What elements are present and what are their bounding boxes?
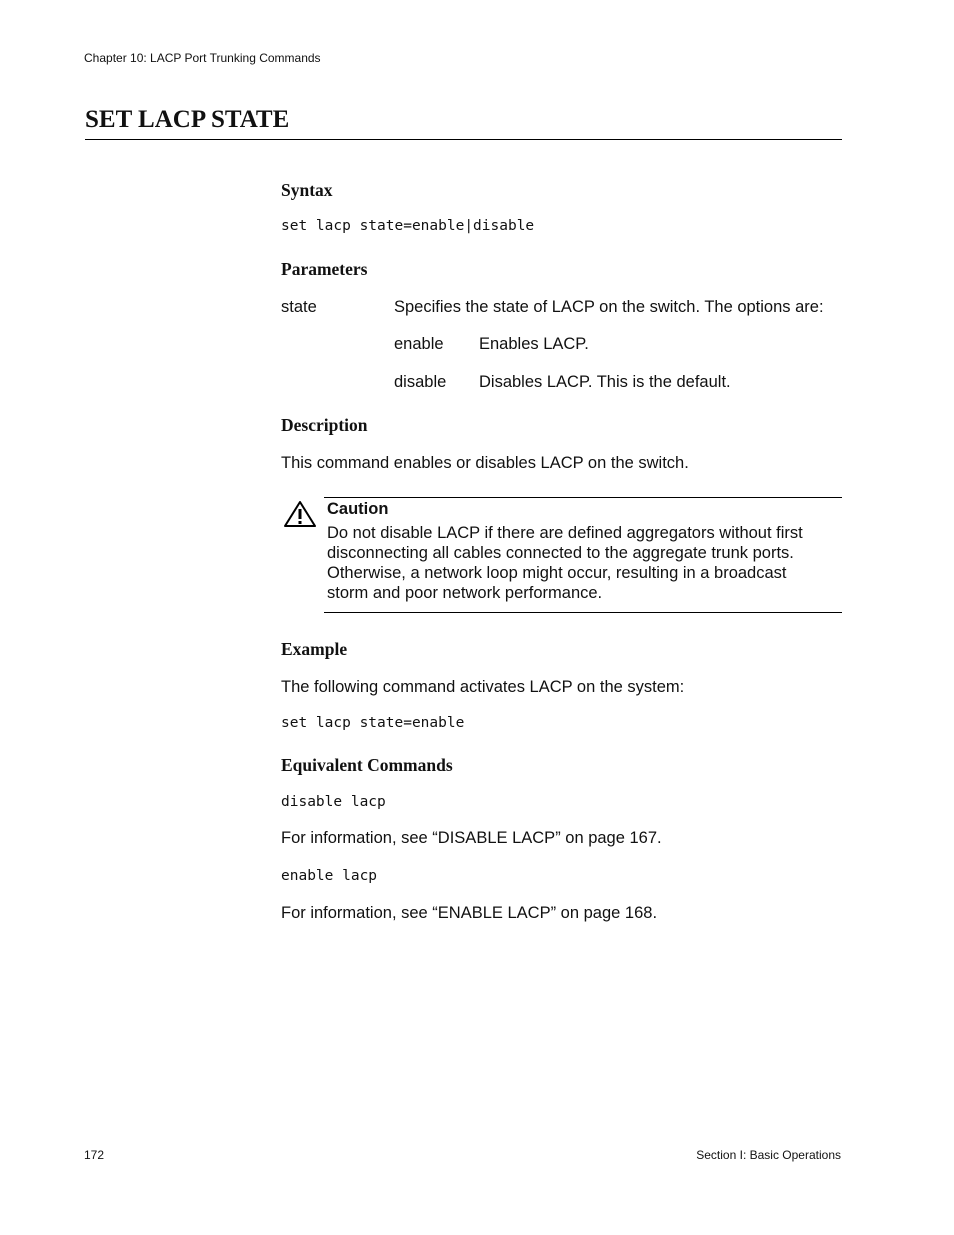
example-heading: Example — [281, 639, 348, 659]
option-description: Enables LACP. — [479, 335, 589, 353]
page-title: SET LACP STATE — [85, 106, 290, 133]
equivalent-command: disable lacp — [281, 794, 386, 810]
description-text: This command enables or disables LACP on the switch. — [281, 454, 689, 472]
example-text: The following command activates LACP on the system: — [281, 678, 685, 696]
caution-body — [327, 523, 837, 603]
option-value: enable — [394, 335, 444, 353]
description-heading: Description — [281, 415, 368, 435]
caution-top-rule — [324, 497, 842, 498]
syntax-command: set lacp state=enable|disable — [281, 218, 535, 234]
title-rule — [85, 139, 842, 140]
parameter-name: state — [281, 298, 317, 316]
caution-line: disconnecting all cables connected to the aggregate trunk ports. — [327, 544, 794, 562]
section-label: Section I: Basic Operations — [696, 1148, 841, 1162]
equivalent-command: enable lacp — [281, 868, 378, 884]
equivalent-reference: For information, see “ENABLE LACP” on page 168. — [281, 904, 658, 922]
equivalent-heading: Equivalent Commands — [281, 755, 453, 775]
caution-line: storm and poor network performance. — [327, 584, 603, 602]
equivalent-reference: For information, see “DISABLE LACP” on page 167. — [281, 829, 662, 847]
caution-line: Otherwise, a network loop might occur, resulting in a broadcast — [327, 564, 787, 582]
syntax-heading: Syntax — [281, 180, 333, 200]
parameter-description: Specifies the state of LACP on the switch. The options are: — [394, 298, 824, 316]
caution-bottom-rule — [324, 612, 842, 613]
page-number: 172 — [84, 1148, 105, 1162]
parameters-heading: Parameters — [281, 259, 368, 279]
example-command: set lacp state=enable — [281, 715, 465, 731]
option-description: Disables LACP. This is the default. — [479, 373, 731, 391]
warning-triangle-icon — [283, 500, 317, 528]
caution-title: Caution — [327, 500, 389, 518]
option-value: disable — [394, 373, 447, 391]
caution-line: Do not disable LACP if there are defined aggregators without first — [327, 524, 803, 542]
running-head: Chapter 10: LACP Port Trunking Commands — [84, 51, 321, 65]
